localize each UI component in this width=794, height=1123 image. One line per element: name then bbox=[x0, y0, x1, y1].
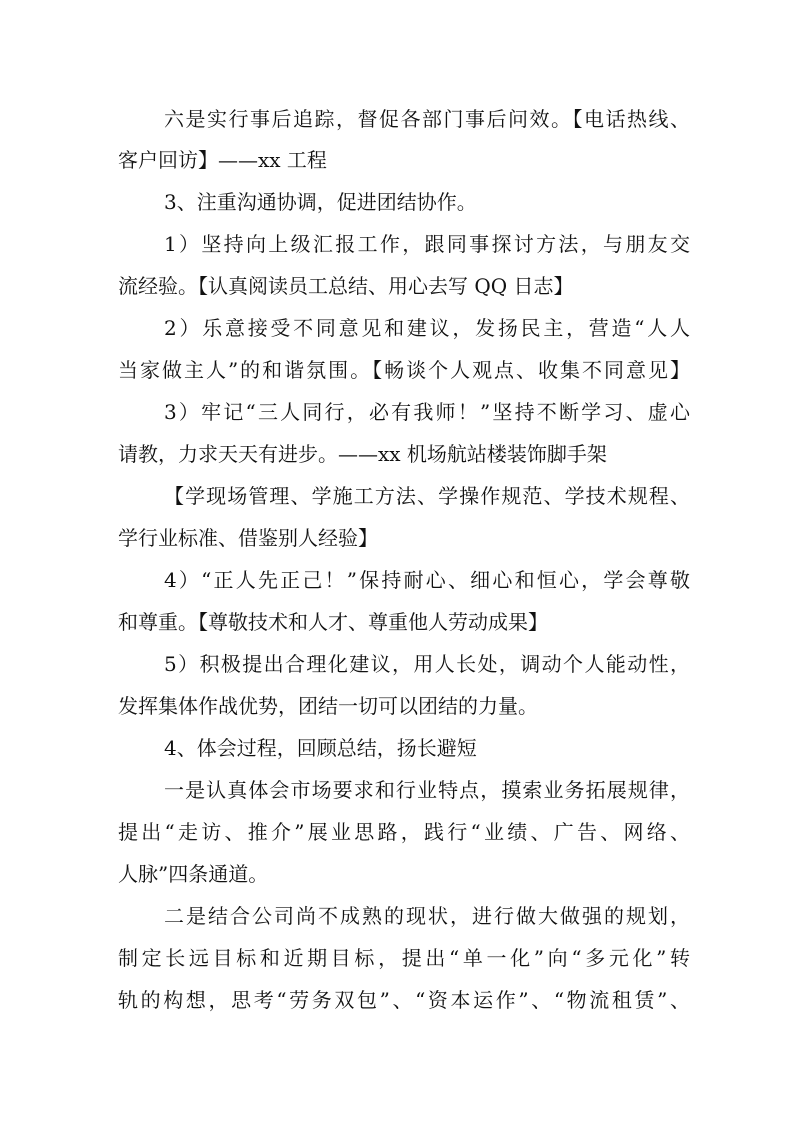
paragraph-line: 一是认真体会市场要求和行业特点，摸索业务拓展规律， bbox=[164, 778, 690, 802]
paragraph-line: 提出“走访、推介”展业思路，践行“业绩、广告、网络、 bbox=[118, 820, 690, 844]
paragraph-line: 2）乐意接受不同意见和建议，发扬民主，营造“人人 bbox=[164, 316, 690, 340]
section-heading: 3、注重沟通协调，促进团结协作。 bbox=[164, 190, 477, 214]
paragraph-line: 当家做主人”的和谐氛围。【畅谈个人观点、收集不同意见】 bbox=[118, 358, 690, 382]
paragraph-line: 客户回访】——xx 工程 bbox=[118, 148, 327, 172]
paragraph-line: 六是实行事后追踪，督促各部门事后问效。【电话热线、 bbox=[164, 107, 690, 131]
paragraph-line: 4）“正人先正己！”保持耐心、细心和恒心，学会尊敬 bbox=[164, 568, 690, 592]
paragraph-line: 二是结合公司尚不成熟的现状，进行做大做强的规划， bbox=[164, 904, 690, 928]
paragraph-line: 轨的构想，思考“劳务双包”、“资本运作”、“物流租赁”、 bbox=[118, 988, 690, 1012]
paragraph-line: 和尊重。【尊敬技术和人才、尊重他人劳动成果】 bbox=[118, 610, 548, 634]
paragraph-line: 5）积极提出合理化建议，用人长处，调动个人能动性， bbox=[164, 652, 690, 676]
paragraph-line: 1）坚持向上级汇报工作，跟同事探讨方法，与朋友交 bbox=[164, 232, 690, 256]
paragraph-line: 【学现场管理、学施工方法、学操作规范、学技术规程、 bbox=[164, 484, 690, 508]
paragraph-line: 流经验。【认真阅读员工总结、用心去写 QQ 日志】 bbox=[118, 274, 574, 298]
paragraph-line: 发挥集体作战优势，团结一切可以团结的力量。 bbox=[118, 694, 538, 718]
paragraph-line: 制定长远目标和近期目标，提出“单一化”向“多元化”转 bbox=[118, 946, 690, 970]
paragraph-line: 学行业标准、借鉴别人经验】 bbox=[118, 526, 378, 550]
paragraph-line: 请教，力求天天有进步。——xx 机场航站楼装饰脚手架 bbox=[118, 442, 607, 466]
paragraph-line: 人脉”四条通道。 bbox=[118, 862, 269, 886]
section-heading: 4、体会过程，回顾总结，扬长避短 bbox=[164, 736, 477, 760]
paragraph-line: 3）牢记“三人同行，必有我师！”坚持不断学习、虚心 bbox=[164, 400, 690, 424]
